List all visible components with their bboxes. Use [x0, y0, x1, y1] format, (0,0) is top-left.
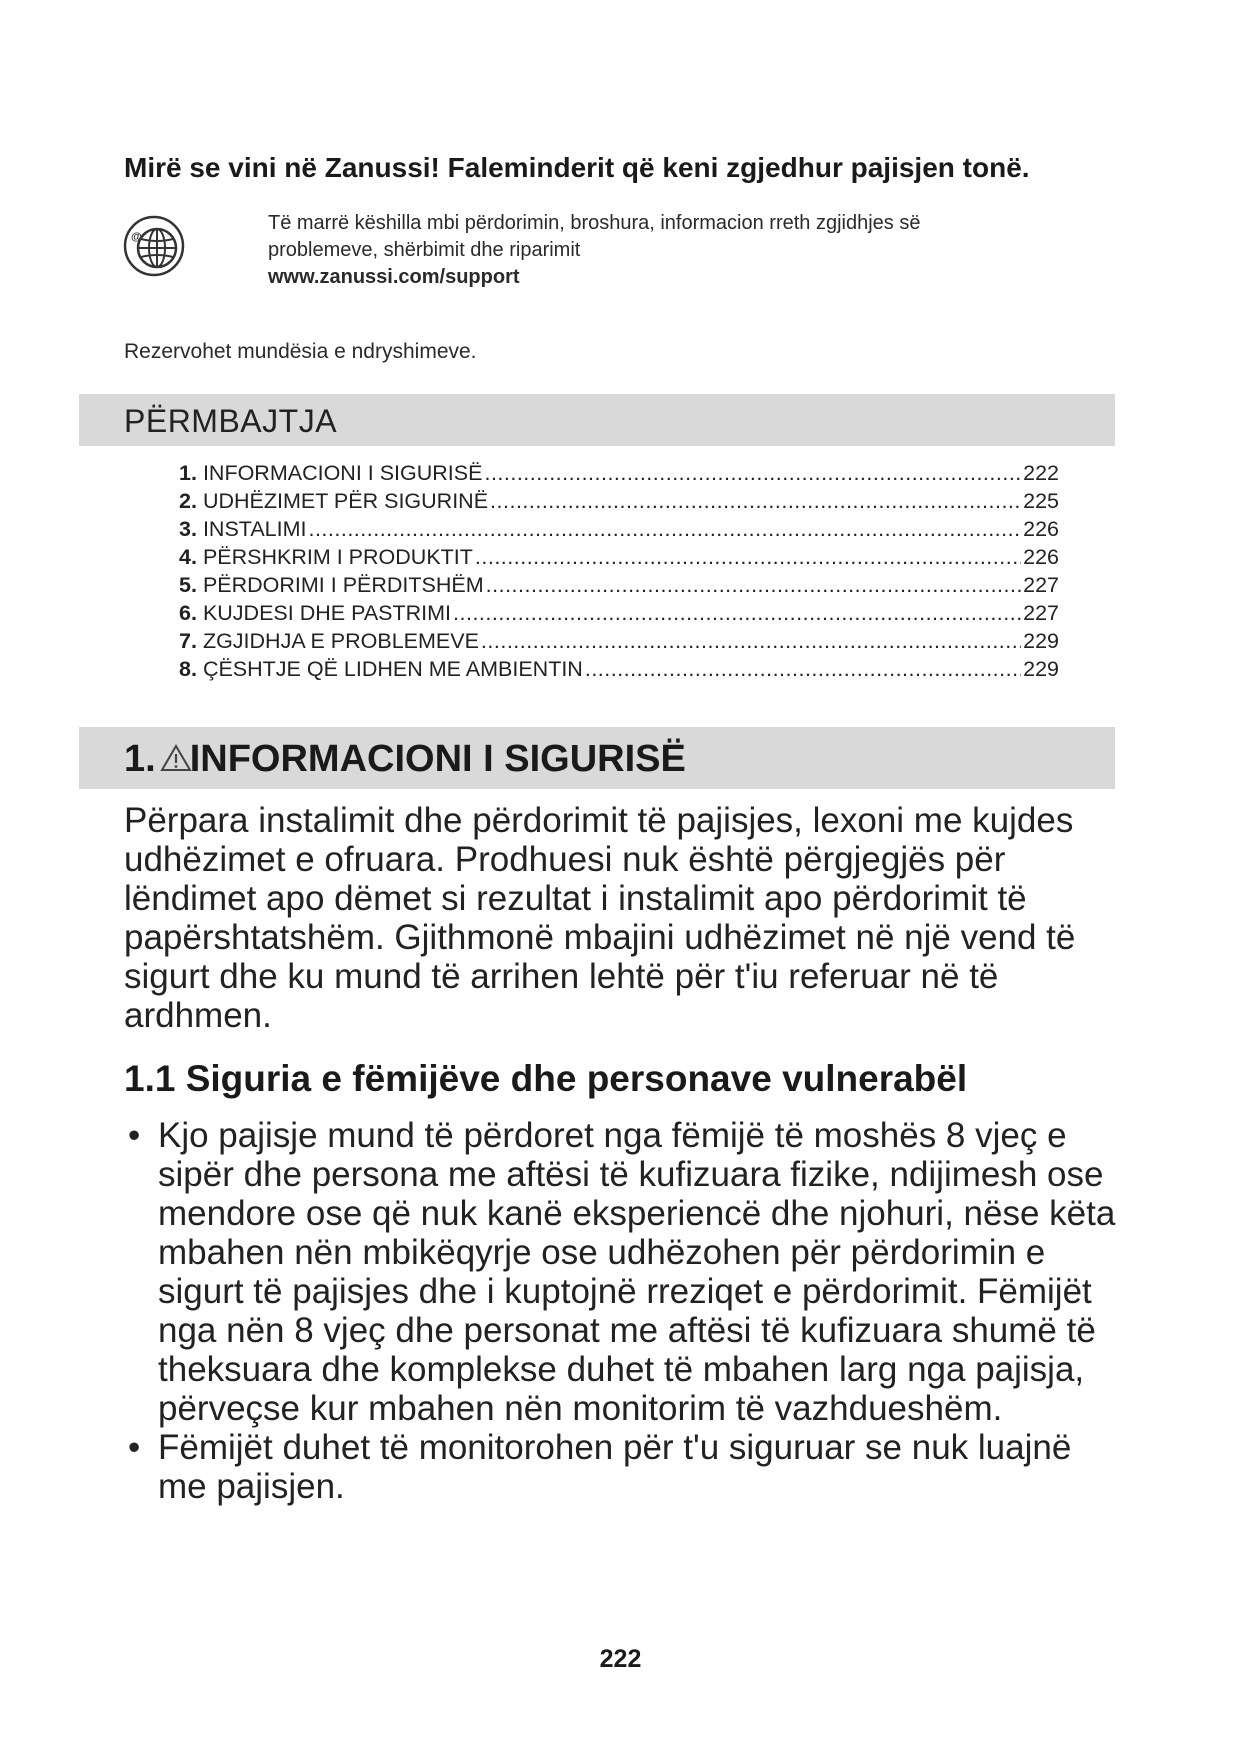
toc-entry[interactable]: 5. PËRDORIMI I PËRDITSHËM ..... 227: [179, 571, 1059, 599]
toc-entry[interactable]: 2. UDHËZIMET PËR SIGURINË ..... 225: [179, 487, 1059, 515]
toc-entry-label: KUJDESI DHE PASTRIMI: [202, 601, 452, 625]
toc-entry-label: ZGJIDHJA E PROBLEMEVE: [202, 629, 479, 653]
toc-entry-page: 229: [1023, 629, 1059, 653]
toc-entry[interactable]: 6. KUJDESI DHE PASTRIMI ..... 227: [179, 599, 1059, 627]
toc-entry-page: 227: [1023, 601, 1059, 625]
toc-entry-label: PËRSHKRIM I PRODUKTIT: [202, 545, 473, 569]
toc-entry-label: ÇËSHTJE QË LIDHEN ME AMBIENTIN: [202, 657, 583, 681]
toc-entry-page: 229: [1023, 657, 1059, 681]
list-item: • Kjo pajisje mund të përdoret nga fëmijë të moshës 8 vjeç e sipër dhe persona me aftësi të kufizuara fizike, ndijimesh ose mendore ose që nuk kanë eksperiencë dhe njohuri, nëse këta mbahen nën mbikëqyrje ose udhëzohen për përdorimin e sigurt të pajisjes dhe i kuptojnë rreziqet e përdorimit. Fëmijët nga nën 8 vjeç dhe personat me aftësi të kufizuara shumë të theksuara dhe komplekse duhet të mbahen larg nga pajisja, përveçse kur mbahen nën monitorim të vazhdueshëm.: [124, 1116, 1124, 1428]
toc-entry[interactable]: 4. PËRSHKRIM I PRODUKTIT ..... 226: [179, 543, 1059, 571]
support-info: [268, 210, 1028, 291]
toc-entry-label: INFORMACIONI I SIGURISË: [202, 461, 483, 485]
toc-title: PËRMBAJTJA: [124, 403, 338, 439]
toc-entry-label: UDHËZIMET PËR SIGURINË: [202, 489, 489, 513]
toc-entry[interactable]: 7. ZGJIDHJA E PROBLEMEVE ..... 229: [179, 627, 1059, 655]
toc-entry-label: INSTALIMI: [202, 517, 307, 541]
toc-entry[interactable]: 8. ÇËSHTJE QË LIDHEN ME AMBIENTIN ..... 229: [179, 655, 1059, 683]
toc-entry-page: 226: [1023, 517, 1059, 541]
support-link[interactable]: www.zanussi.com/support: [268, 266, 520, 288]
reserved-notice: Rezervohet mundësia e ndryshimeve.: [124, 340, 477, 363]
toc-entry-page: 227: [1023, 573, 1059, 597]
toc-entry-page: 225: [1023, 489, 1059, 513]
toc-entry-page: 222: [1023, 461, 1059, 485]
warning-icon: [160, 743, 192, 773]
welcome-heading: Mirë se vini në Zanussi! Faleminderit që keni zgjedhur pajisjen tonë.: [124, 152, 1030, 183]
toc-entry-page: 226: [1023, 545, 1059, 569]
globe-icon: [122, 214, 186, 278]
support-description: Të marrë këshilla mbi përdorimin, broshura, informacion rreth zgjidhjes së problemeve, shërbimit dhe riparimit: [268, 212, 921, 261]
svg-text:@: @: [131, 231, 142, 243]
toc-entry[interactable]: 3. INSTALIMI ..... 226: [179, 515, 1059, 543]
toc-entry[interactable]: 1. INFORMACIONI I SIGURISË ..... 222: [179, 459, 1059, 487]
section-number: 1.: [124, 738, 156, 780]
toc-entry-label: PËRDORIMI I PËRDITSHËM: [202, 573, 484, 597]
table-of-contents: [179, 459, 1059, 683]
section-title: [124, 738, 686, 781]
section-title-text: INFORMACIONI I SIGURISË: [189, 738, 686, 780]
section-intro: Përpara instalimit dhe përdorimit të pajisjes, lexoni me kujdes udhëzimet e ofruara. Prodhuesi nuk është përgjegjës për lëndimet apo dëmet si rezultat i instalimit apo përdorimit të papërshtatshëm. Gjithmonë mbajini udhëzimet në një vend të sigurt dhe ku mund të arrihen lehtë për t'iu referuar në të ardhmen.: [124, 801, 1076, 1035]
subsection-title: 1.1 Siguria e fëmijëve dhe personave vulnerabël: [124, 1058, 968, 1099]
page-number: 222: [599, 1645, 642, 1673]
list-item: • Fëmijët duhet të monitorohen për t'u siguruar se nuk luajnë me pajisjen.: [124, 1428, 1124, 1506]
safety-bullet-list: [124, 1116, 1124, 1506]
